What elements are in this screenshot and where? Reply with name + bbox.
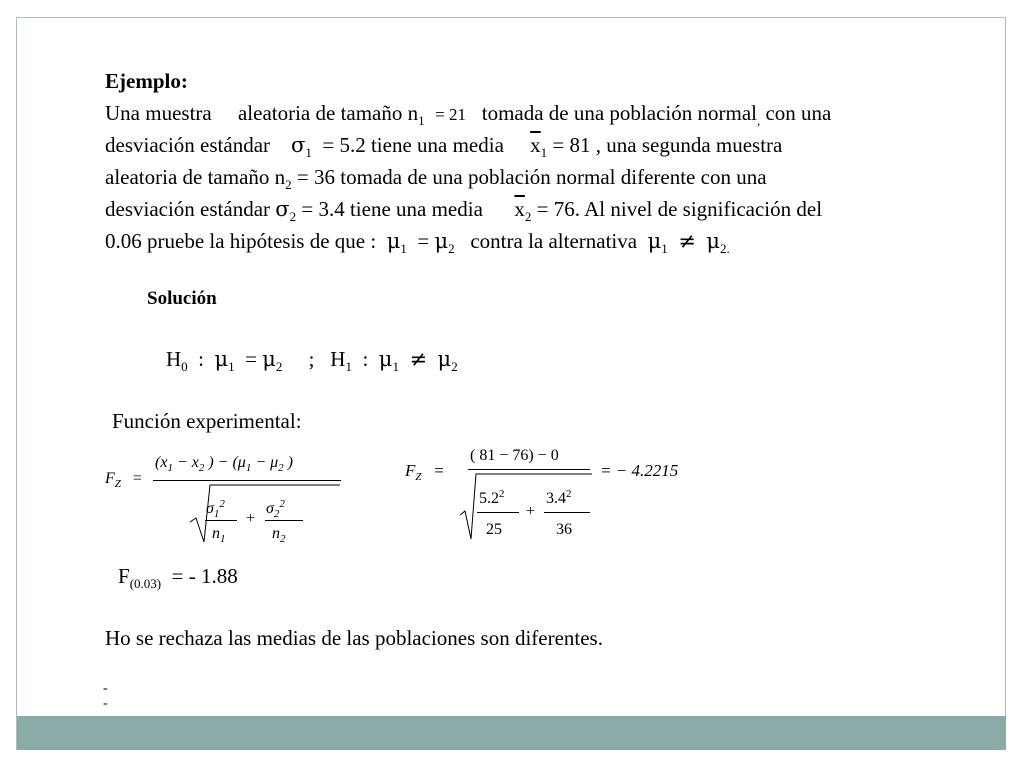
formula-general-term1-den: $n_1$	[212, 525, 226, 545]
formula-general-fraction-bar	[153, 480, 341, 481]
formula-numeric-plus: +	[526, 503, 536, 520]
solution-heading: Solución	[147, 288, 217, 309]
hypotheses: $H_0$ : $\mu_1 = \mu_2$ ; $H_1$ : $\mu_1 \ne \mu_2$	[166, 347, 458, 374]
formula-numeric-term1-den: 25	[486, 521, 502, 538]
formula-general-term2-bar	[265, 520, 303, 521]
formula-numeric-term2-bar	[544, 512, 590, 513]
formula-numeric-lhs: $F_Z$ =	[405, 461, 444, 483]
formula-general-plus: +	[246, 510, 256, 527]
formula-numeric-term1-num: $5.2^2$	[479, 488, 505, 507]
formula-numeric-result: = − 4.2215	[600, 461, 679, 480]
formula-numeric-fraction-bar	[468, 469, 590, 470]
example-heading: Ejemplo:	[105, 69, 188, 93]
formula-general-term1-num: $\sigma_1^2$	[206, 498, 225, 520]
formula-general-lhs: $F_Z$ =	[105, 470, 142, 490]
dash-mark-2: -	[103, 696, 108, 711]
problem-line-5: 0.06 pruebe la hipótesis de que : $\mu_1 = \mu_2$ contra la alternativa $\mu_1 \ne \mu_{2.}$	[105, 229, 730, 256]
funcion-experimental-label: Función experimental:	[112, 409, 302, 433]
problem-line-2: desviación estándar $\sigma_1 = 5.2$ tiene una media $\overline{x}_1 = 81$ , una segunda muestra	[105, 133, 783, 160]
formula-numeric-numerator: ( 81 − 76) − 0	[470, 447, 559, 464]
formula-numeric-term2-num: $3.4^2$	[546, 488, 572, 507]
formula-general-numerator: ($x_1 - x_2$ ) − ($\mu_1 - \mu_2$ )	[155, 454, 293, 474]
conclusion: Ho se rechaza las medias de las poblaciones son diferentes.	[105, 626, 603, 650]
formula-general-term2-num: $\sigma_2^2$	[266, 498, 285, 520]
formula-general-term2-den: $n_2$	[272, 525, 286, 545]
footer-band	[17, 716, 1006, 750]
formula-general-term1-bar	[205, 520, 237, 521]
problem-line-4: desviación estándar $\sigma_2 = 3.4$ tiene una media $\overline{x}_2 = 76$. Al nivel de significación del	[105, 197, 823, 224]
formula-numeric-term2-den: 36	[556, 521, 572, 538]
critical-value: $F_{(0.03)}$ = - 1.88	[118, 564, 238, 591]
problem-line-1: Una muestra aleatoria de tamaño $n_1 = 21$ tomada de una población normal$_,$ con una	[105, 101, 832, 128]
dash-mark-1: -	[103, 681, 108, 696]
problem-line-3: aleatoria de tamaño $n_2 = 36$ tomada de una población normal diferente con una	[105, 165, 767, 192]
formula-numeric-term1-bar	[477, 512, 519, 513]
